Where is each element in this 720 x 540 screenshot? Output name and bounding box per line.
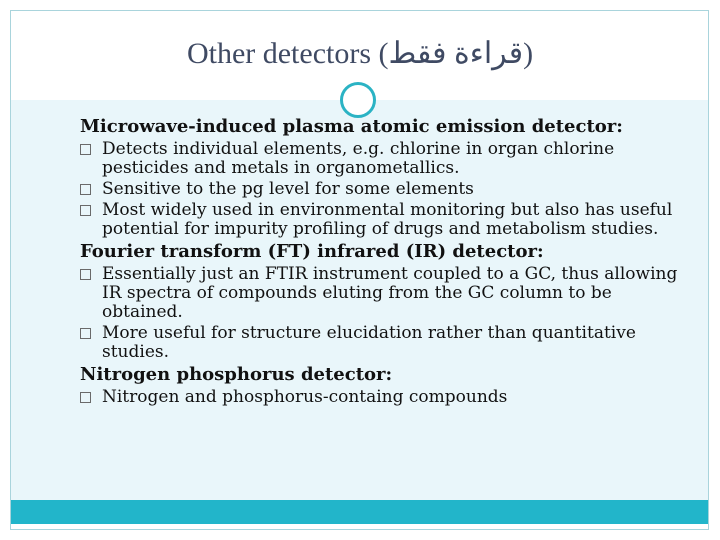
section-heading: Nitrogen phosphorus detector: (80, 364, 393, 385)
bullet-item (80, 140, 680, 178)
bullet-item (80, 388, 680, 407)
slide-title: Other detectors (قراءة فقط) (186, 37, 534, 70)
bullet-item (80, 324, 680, 362)
bullet-item (80, 265, 680, 322)
section-heading: Microwave-induced plasma atomic emission detector: (80, 116, 623, 137)
bullet-item (80, 201, 680, 239)
bullet-box-icon (80, 184, 91, 195)
section-ft-ir (80, 241, 680, 362)
bullet-text: Sensitive to the pg level for some elements (102, 179, 474, 199)
bullet-box-icon (80, 269, 91, 280)
section-heading: Fourier transform (FT) infrared (IR) detector: (80, 241, 544, 262)
bullet-box-icon (80, 144, 91, 155)
section-mip-aed (80, 116, 680, 239)
bullet-box-icon (80, 205, 91, 216)
bullet-text: Essentially just an FTIR instrument coupled to a GC, thus allowing IR spectra of compounds eluting from the GC column to be obtained. (102, 264, 678, 322)
bullet-text: Nitrogen and phosphorus-containg compounds (102, 387, 508, 407)
footer-bar (11, 500, 708, 524)
bullet-text: Detects individual elements, e.g. chlorine in organ chlorine pesticides and metals in organometallics. (102, 139, 615, 178)
bullet-box-icon (80, 392, 91, 403)
bullet-box-icon (80, 328, 91, 339)
bullet-text: More useful for structure elucidation rather than quantitative studies. (102, 323, 636, 362)
slide-body (80, 116, 680, 407)
divider-circle-ornament (340, 82, 376, 118)
section-npd (80, 364, 680, 407)
bullet-text: Most widely used in environmental monitoring but also has useful potential for impurity profiling of drugs and metabolism studies. (102, 200, 673, 239)
bullet-item (80, 180, 680, 199)
